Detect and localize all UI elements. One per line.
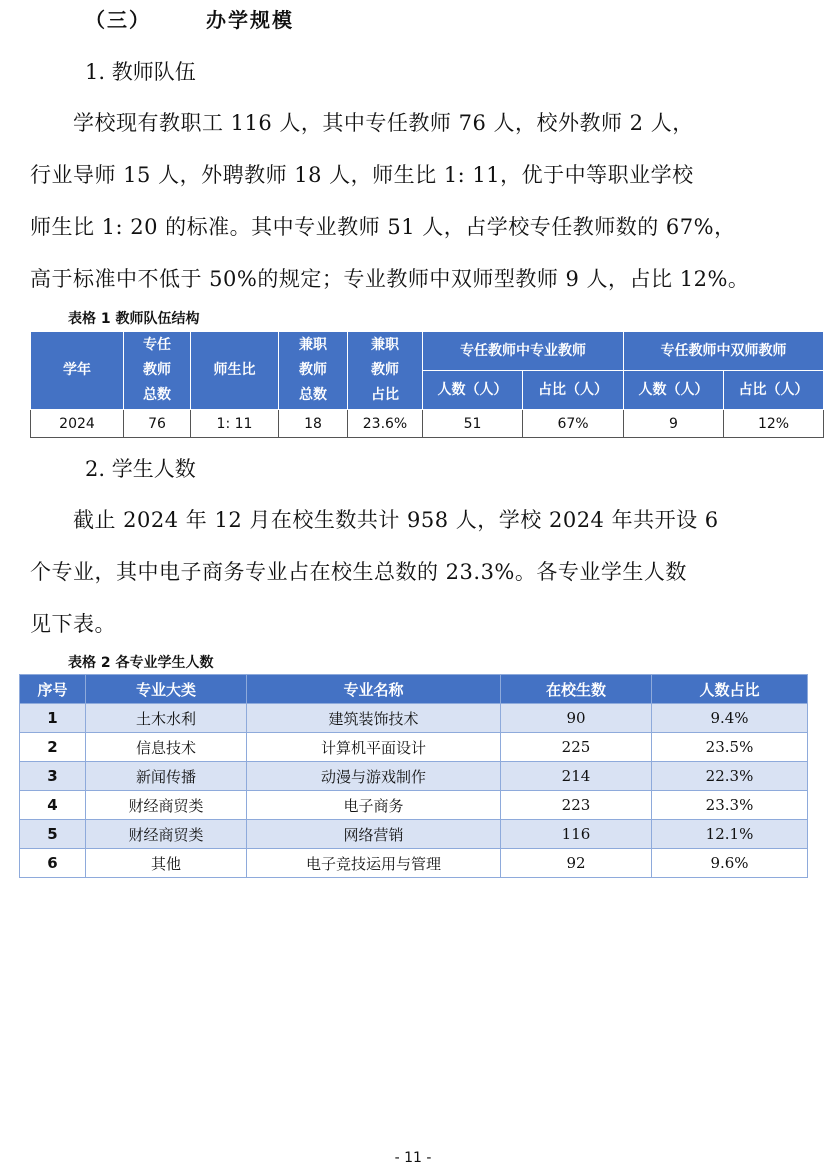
cell-index: 1 bbox=[20, 704, 86, 733]
cell-total: 76 bbox=[124, 410, 191, 438]
header-year: 学年 bbox=[31, 332, 124, 410]
student-count-table bbox=[19, 674, 808, 878]
table2-caption: 表格 2 各专业学生人数 bbox=[68, 655, 214, 671]
header-dual-pct: 占比（人） bbox=[724, 371, 824, 410]
section-number: （三） bbox=[85, 8, 151, 32]
paragraph-students-line-1: 截止 2024 年 12 月在校生数共计 958 人，学校 2024 年共开设 6 bbox=[30, 508, 719, 532]
cell-major: 网络营销 bbox=[247, 820, 501, 849]
cell-count: 90 bbox=[501, 704, 652, 733]
paragraph-students-line-2: 个专业，其中电子商务专业占在校生总数的 23.3%。各专业学生人数 bbox=[30, 560, 687, 584]
cell-parttime-pct: 23.6% bbox=[348, 410, 423, 438]
cell-count: 214 bbox=[501, 762, 652, 791]
subsection-students-title: 2. 学生人数 bbox=[85, 457, 196, 481]
paragraph-teachers-line-1: 学校现有教职工 116 人，其中专任教师 76 人，校外教师 2 人， bbox=[30, 111, 694, 135]
cell-dual-count: 9 bbox=[624, 410, 724, 438]
header-index: 序号 bbox=[20, 675, 86, 704]
header-parttime-total: 兼职 教师 总数 bbox=[279, 332, 348, 410]
paragraph-teachers-line-2: 行业导师 15 人，外聘教师 18 人，师生比 1: 11，优于中等职业学校 bbox=[30, 163, 694, 187]
paragraph-teachers-line-4: 高于标准中不低于 50%的规定；专业教师中双师型教师 9 人，占比 12%。 bbox=[30, 267, 750, 291]
header-share: 人数占比 bbox=[652, 675, 808, 704]
header-prof-pct: 占比（人） bbox=[523, 371, 624, 410]
cell-major: 建筑装饰技术 bbox=[247, 704, 501, 733]
cell-major: 电子竞技运用与管理 bbox=[247, 849, 501, 878]
header-ratio: 师生比 bbox=[191, 332, 279, 410]
header-parttime-pct: 兼职 教师 占比 bbox=[348, 332, 423, 410]
page-number: - 11 - bbox=[394, 1150, 432, 1166]
section-title: 办学规模 bbox=[206, 8, 294, 32]
paragraph-teachers-line-3: 师生比 1: 20 的标准。其中专业教师 51 人，占学校专任教师数的 67%， bbox=[30, 215, 736, 239]
cell-category: 新闻传播 bbox=[86, 762, 247, 791]
paragraph-students-line-3: 见下表。 bbox=[30, 612, 116, 636]
cell-prof-count: 51 bbox=[423, 410, 523, 438]
cell-index: 4 bbox=[20, 791, 86, 820]
cell-major: 动漫与游戏制作 bbox=[247, 762, 501, 791]
cell-index: 2 bbox=[20, 733, 86, 762]
cell-count: 225 bbox=[501, 733, 652, 762]
cell-index: 3 bbox=[20, 762, 86, 791]
table-row bbox=[20, 820, 808, 849]
cell-count: 116 bbox=[501, 820, 652, 849]
header-fulltime-total: 专任 教师 总数 bbox=[124, 332, 191, 410]
cell-prof-pct: 67% bbox=[523, 410, 624, 438]
header-dual-count: 人数（人） bbox=[624, 371, 724, 410]
cell-share: 9.6% bbox=[652, 849, 808, 878]
teacher-structure-table bbox=[30, 331, 824, 438]
header-group-professional: 专任教师中专业教师 bbox=[423, 332, 624, 371]
table-row bbox=[20, 704, 808, 733]
cell-category: 信息技术 bbox=[86, 733, 247, 762]
cell-count: 92 bbox=[501, 849, 652, 878]
cell-dual-pct: 12% bbox=[724, 410, 824, 438]
cell-index: 6 bbox=[20, 849, 86, 878]
table-row bbox=[20, 791, 808, 820]
table1-caption: 表格 1 教师队伍结构 bbox=[68, 311, 200, 327]
cell-share: 23.3% bbox=[652, 791, 808, 820]
table-row bbox=[20, 733, 808, 762]
header-prof-count: 人数（人） bbox=[423, 371, 523, 410]
cell-major: 电子商务 bbox=[247, 791, 501, 820]
cell-share: 23.5% bbox=[652, 733, 808, 762]
subsection-teachers-title: 1. 教师队伍 bbox=[85, 60, 196, 84]
cell-share: 9.4% bbox=[652, 704, 808, 733]
table-row bbox=[31, 410, 824, 438]
cell-category: 财经商贸类 bbox=[86, 791, 247, 820]
table-row bbox=[20, 849, 808, 878]
cell-index: 5 bbox=[20, 820, 86, 849]
header-group-dual: 专任教师中双师教师 bbox=[624, 332, 824, 371]
cell-major: 计算机平面设计 bbox=[247, 733, 501, 762]
cell-share: 22.3% bbox=[652, 762, 808, 791]
cell-ratio: 1: 11 bbox=[191, 410, 279, 438]
cell-share: 12.1% bbox=[652, 820, 808, 849]
cell-parttime: 18 bbox=[279, 410, 348, 438]
table-row bbox=[20, 762, 808, 791]
header-count: 在校生数 bbox=[501, 675, 652, 704]
section-heading bbox=[85, 4, 294, 33]
cell-year: 2024 bbox=[31, 410, 124, 438]
header-category: 专业大类 bbox=[86, 675, 247, 704]
header-major: 专业名称 bbox=[247, 675, 501, 704]
cell-category: 财经商贸类 bbox=[86, 820, 247, 849]
cell-category: 其他 bbox=[86, 849, 247, 878]
cell-category: 土木水利 bbox=[86, 704, 247, 733]
cell-count: 223 bbox=[501, 791, 652, 820]
